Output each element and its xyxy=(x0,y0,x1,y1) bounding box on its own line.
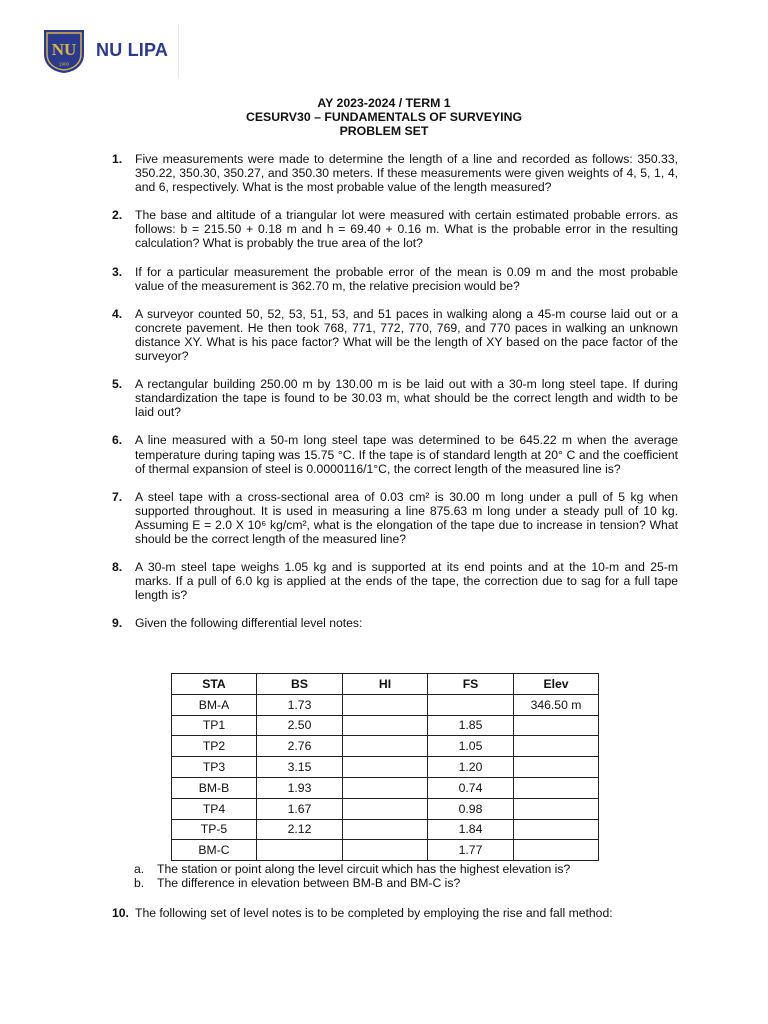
cell-elev xyxy=(514,736,599,757)
cell-elev xyxy=(514,798,599,819)
cell-fs: 1.85 xyxy=(428,715,514,736)
cell-elev xyxy=(514,840,599,861)
table-row xyxy=(172,757,599,778)
cell-hi xyxy=(343,840,428,861)
cell-hi xyxy=(343,715,428,736)
problem-item xyxy=(112,208,678,250)
table-header-row xyxy=(172,674,599,695)
sub-question-letter: b. xyxy=(134,876,145,890)
problem-text: If for a particular measurement the probable error of the mean is 0.09 m and the most probable value of the measurement is 362.70 m, the relative precision would be? xyxy=(135,264,678,293)
table-row xyxy=(172,694,599,715)
problem-list xyxy=(112,152,678,630)
problem-text: The base and altitude of a triangular lot were measured with certain estimated probable errors. as follows: b = 215.50 + 0.18 m and h = 69.40 + 0.16 m. What is the probable error in the resulting calculation? What is probably the true area of the lot? xyxy=(135,208,678,251)
problem-number: 2. xyxy=(112,208,123,223)
cell-fs: 1.77 xyxy=(428,840,514,861)
problem-number: 6. xyxy=(112,433,123,448)
cell-fs xyxy=(428,694,514,715)
problem-text: Given the following differential level notes: xyxy=(135,616,363,631)
problem-number: 10. xyxy=(112,906,129,920)
school-seal-icon xyxy=(40,26,88,74)
sub-question xyxy=(134,876,570,890)
table-row xyxy=(172,715,599,736)
cell-hi xyxy=(343,798,428,819)
problem-item xyxy=(112,490,678,546)
cell-fs: 0.74 xyxy=(428,777,514,798)
academic-term: AY 2023-2024 / TERM 1 xyxy=(317,96,451,110)
cell-hi xyxy=(343,819,428,840)
header-bs: BS xyxy=(257,674,343,695)
school-name: NU LIPA xyxy=(96,39,169,60)
problem-item xyxy=(112,560,678,602)
course-title: CESURV30 – FUNDAMENTALS OF SURVEYING xyxy=(245,110,523,124)
problem-number: 8. xyxy=(112,560,123,575)
cell-sta: BM-A xyxy=(172,694,257,715)
problem-item xyxy=(112,377,678,419)
table-row xyxy=(172,840,599,861)
sub-question-text: The difference in elevation between BM-B and BM-C is? xyxy=(157,876,461,890)
problem-item xyxy=(112,433,678,475)
cell-elev: 346.50 m xyxy=(514,694,599,715)
cell-elev xyxy=(514,715,599,736)
sub-question xyxy=(134,862,570,876)
seal-letters: NU xyxy=(51,40,77,59)
problem-item xyxy=(112,616,678,630)
logo-divider xyxy=(178,24,179,78)
table-row xyxy=(172,777,599,798)
table-row xyxy=(172,819,599,840)
document-header xyxy=(0,96,768,138)
level-notes-table xyxy=(171,673,599,861)
cell-bs: 2.76 xyxy=(257,736,343,757)
cell-hi xyxy=(343,777,428,798)
problem-text: Five measurements were made to determine the length of a line and recorded as follows: 350.33, 350.22, 350.30, 350.27, and 350.30 meters. If these measurements were given weights of 4, 5, 1, 4, and 6, respectively. What is the most probable value of the length measured? xyxy=(135,152,678,195)
header-elev: Elev xyxy=(514,674,599,695)
seal-year: 1900 xyxy=(58,61,70,67)
cell-bs: 1.73 xyxy=(257,694,343,715)
cell-hi xyxy=(343,736,428,757)
cell-elev xyxy=(514,757,599,778)
cell-sta: TP-5 xyxy=(172,819,257,840)
problem-number: 7. xyxy=(112,489,123,504)
cell-sta: BM-B xyxy=(172,777,257,798)
problem-number: 9. xyxy=(112,616,123,631)
problem-text: A steel tape with a cross-sectional area of 0.03 cm² is 30.00 m long under a pull of 5 kg when supported throughout. It is used in measuring a line 875.63 m long under a steady pull of 10 kg. Assuming E = 2.0 X 10⁶ kg/cm², what is the elongation of the tape due to increase in tension? What should be the correct length of the measured line? xyxy=(135,489,678,546)
sub-question-list xyxy=(134,862,570,890)
cell-hi xyxy=(343,694,428,715)
cell-bs: 3.15 xyxy=(257,757,343,778)
cell-bs xyxy=(257,840,343,861)
cell-bs: 2.12 xyxy=(257,819,343,840)
cell-fs: 1.20 xyxy=(428,757,514,778)
problem-number: 5. xyxy=(112,377,123,392)
cell-sta: TP2 xyxy=(172,736,257,757)
problem-text: A rectangular building 250.00 m by 130.00 m is be laid out with a 30-m long steel tape. If during standardization the tape is found to be 30.03 m, what should be the correct length and width to be laid out? xyxy=(135,377,678,420)
problem-item xyxy=(112,307,678,363)
cell-bs: 1.93 xyxy=(257,777,343,798)
header-sta: STA xyxy=(172,674,257,695)
cell-elev xyxy=(514,819,599,840)
header-fs: FS xyxy=(428,674,514,695)
sub-question-letter: a. xyxy=(134,862,145,876)
problem-item xyxy=(112,906,678,920)
problem-item xyxy=(112,265,678,293)
cell-hi xyxy=(343,757,428,778)
header-hi: HI xyxy=(343,674,428,695)
problem-text: A 30-m steel tape weighs 1.05 kg and is supported at its end points and at the 10-m and 25-m marks. If a pull of 6.0 kg is applied at the ends of the tape, the correction due to sag for a full tape length is? xyxy=(135,560,678,603)
cell-elev xyxy=(514,777,599,798)
cell-sta: TP4 xyxy=(172,798,257,819)
cell-sta: BM-C xyxy=(172,840,257,861)
cell-sta: TP1 xyxy=(172,715,257,736)
problem-text: The following set of level notes is to be completed by employing the rise and fall method: xyxy=(135,906,613,920)
sub-question-text: The station or point along the level circuit which has the highest elevation is? xyxy=(157,862,571,876)
document-title: PROBLEM SET xyxy=(339,124,429,138)
problem-item xyxy=(112,152,678,194)
problem-number: 3. xyxy=(112,264,123,279)
cell-fs: 1.84 xyxy=(428,819,514,840)
problem-number: 4. xyxy=(112,306,123,321)
cell-bs: 2.50 xyxy=(257,715,343,736)
school-logo xyxy=(40,26,168,74)
problem-text: A surveyor counted 50, 52, 53, 51, 53, and 51 paces in walking along a 45-m course laid out or a concrete pavement. He then took 768, 771, 772, 770, 769, and 770 paces in walking an unknown distance XY. What is his pace factor? What will be the length of XY based on the pace factor of the surveyor? xyxy=(135,306,678,364)
problem-text: A line measured with a 50-m long steel tape was determined to be 645.22 m when the average temperature during taping was 15.75 °C. If the tape is of standard length at 20° C and the coefficient of thermal expansion of steel is 0.0000116/1°C, the correct length of the measured line is? xyxy=(135,433,678,476)
cell-fs: 1.05 xyxy=(428,736,514,757)
cell-sta: TP3 xyxy=(172,757,257,778)
problem-number: 1. xyxy=(112,152,123,166)
cell-fs: 0.98 xyxy=(428,798,514,819)
table-row xyxy=(172,798,599,819)
table-row xyxy=(172,736,599,757)
cell-bs: 1.67 xyxy=(257,798,343,819)
